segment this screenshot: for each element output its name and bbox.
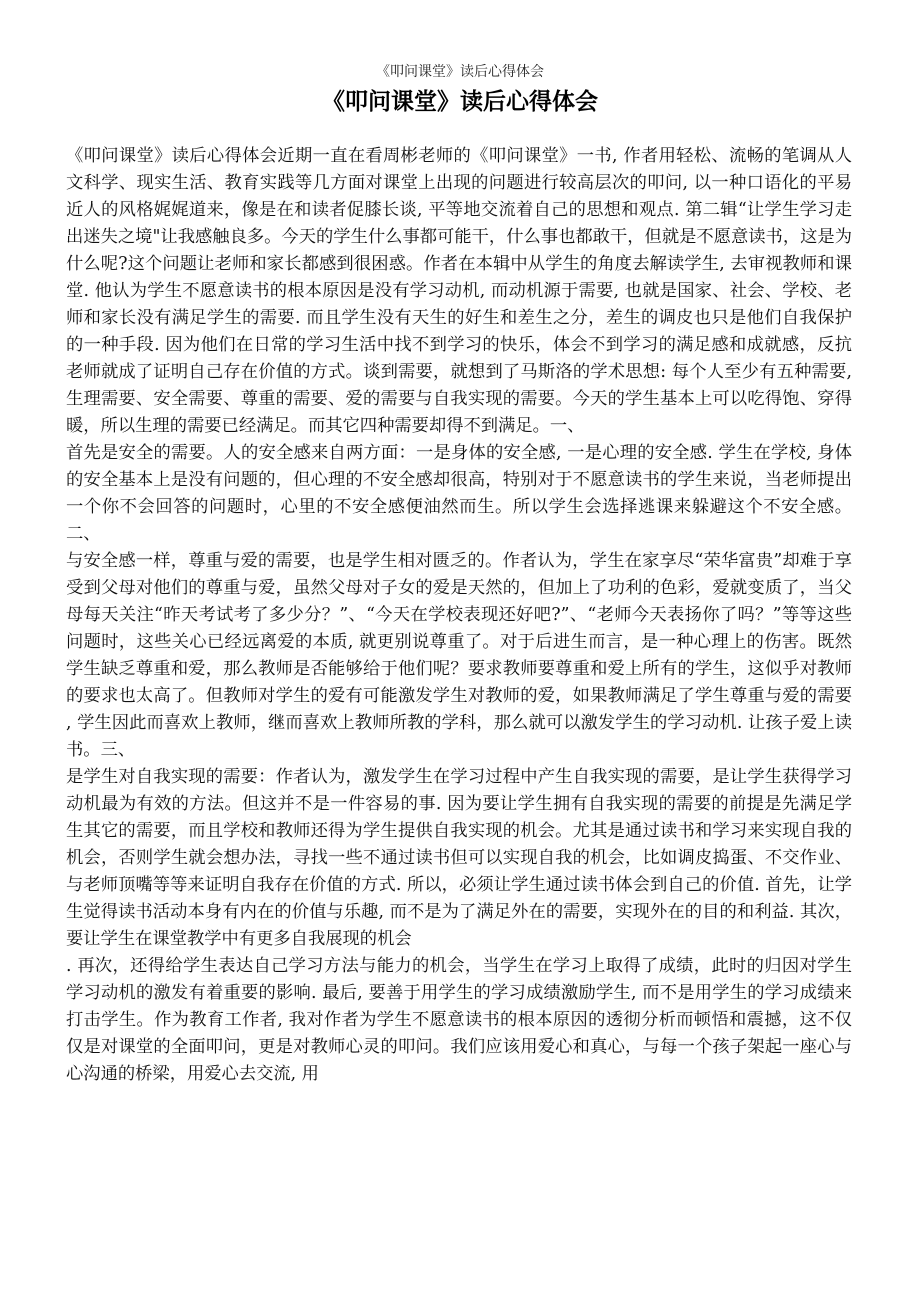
body-paragraph-safety-need: 首先是安全的需要。人的安全感来自两方面：一是身体的安全感, 一是心理的安全感. 学生在学校, 身体的安全基本上是没有问题的，但心理的不安全感却很高，特别对于不愿意读书的学生来说，当老师提出一个你不会回答的问题时，心里的不安全感便油然而生。所以学生会选择逃课来躲避这个不安全感。二、 — [66, 443, 852, 544]
document-body — [66, 143, 852, 1088]
body-paragraph-respect-love-need: 与安全感一样，尊重与爱的需要，也是学生相对匮乏的。作者认为，学生在家享尽“荣华富贵”却难于享受到父母对他们的尊重与爱，虽然父母对子女的爱是天然的，但加上了功利的色彩，爱就变质了，当父母每天关注“昨天考试考了多少分？”、“今天在学校表现还好吧?”、“老师今天表扬你了吗？”等等这些问题时，这些关心已经远离爱的本质, 就更别说尊重了。对于后进生而言，是一种心理上的伤害。既然学生缺乏尊重和爱，那么教师是否能够给于他们呢？要求教师要尊重和爱上所有的学生，这似乎对教师的要求也太高了。但教师对学生的爱有可能激发学生对教师的爱，如果教师满足了学生尊重与爱的需要 , 学生因此而喜欢上教师，继而喜欢上教师所教的学科，那么就可以激发学生的学习动机. 让孩子爱上读书。三、 — [66, 551, 852, 760]
document-title: 《叩问课堂》读后心得体会 — [322, 88, 598, 115]
body-paragraph-intro: 《叩问课堂》读后心得体会近期一直在看周彬老师的《叩问课堂》一书, 作者用轻松、流畅的笔调从人文科学、现实生活、教育实践等几方面对课堂上出现的问题进行较高层次的叩问, 以一种口语化的平易近人的风格娓娓道来，像是在和读者促膝长谈, 平等地交流着自己的思想和观点. 第二辑“让学生学习走出迷失之境"让我感触良多。今天的学生什么事都可能干，什么事也都敢干，但就是不愿意读书，这是为什么呢?这个问题让老师和家长都感到很困惑。作者在本辑中从学生的角度去解读学生, 去审视教师和课堂. 他认为学生不愿意读书的根本原因是没有学习动机, 而动机源于需要, 也就是国家、社会、学校、老师和家长没有满足学生的需要. 而且学生没有天生的好生和差生之分，差生的调皮也只是他们自我保护的一种手段. 因为他们在日常的学习生活中找不到学习的快乐，体会不到学习的满足感和成就感，反抗老师就成了证明自己存在价值的方式。谈到需要，就想到了马斯洛的学术思想: 每个人至少有五种需要, 生理需要、安全需要、尊重的需要、爱的需要与自我实现的需要。今天的学生基本上可以吃得饱、穿得暖，所以生理的需要已经满足。而其它四种需要却得不到满足。一、 — [66, 146, 852, 436]
body-paragraph-conclusion: . 再次，还得给学生表达自己学习方法与能力的机会，当学生在学习上取得了成绩，此时的归因对学生学习动机的激发有着重要的影响. 最后, 要善于用学生的学习成绩激励学生, 而不是用学生的学习成绩来打击学生。作为教育工作者, 我对作者为学生不愿意读书的根本原因的透彻分析而顿悟和震撼，这不仅仅是对课堂的全面叩问，更是对教师心灵的叩问。我们应该用爱心和真心，与每一个孩子架起一座心与心沟通的桥梁，用爱心去交流, 用 — [66, 956, 852, 1084]
running-header: 《叩问课堂》读后心得体会 — [376, 64, 544, 80]
body-paragraph-self-actualization: 是学生对自我实现的需要：作者认为，激发学生在学习过程中产生自我实现的需要，是让学生获得学习动机最为有效的方法。但这并不是一件容易的事. 因为要让学生拥有自我实现的需要的前提是先满足学生其它的需要，而且学校和教师还得为学生提供自我实现的机会。尤其是通过读书和学习来实现自我的机会，否则学生就会想办法，寻找一些不通过读书但可以实现自我的机会，比如调皮捣蛋、不交作业、与老师顶嘴等等来证明自我存在价值的方式. 所以，必须让学生通过读书体会到自己的价值. 首先，让学生觉得读书活动本身有内在的价值与乐趣, 而不是为了满足外在的需要，实现外在的目的和利益. 其次，要让学生在课堂教学中有更多自我展现的机会 — [66, 767, 852, 949]
